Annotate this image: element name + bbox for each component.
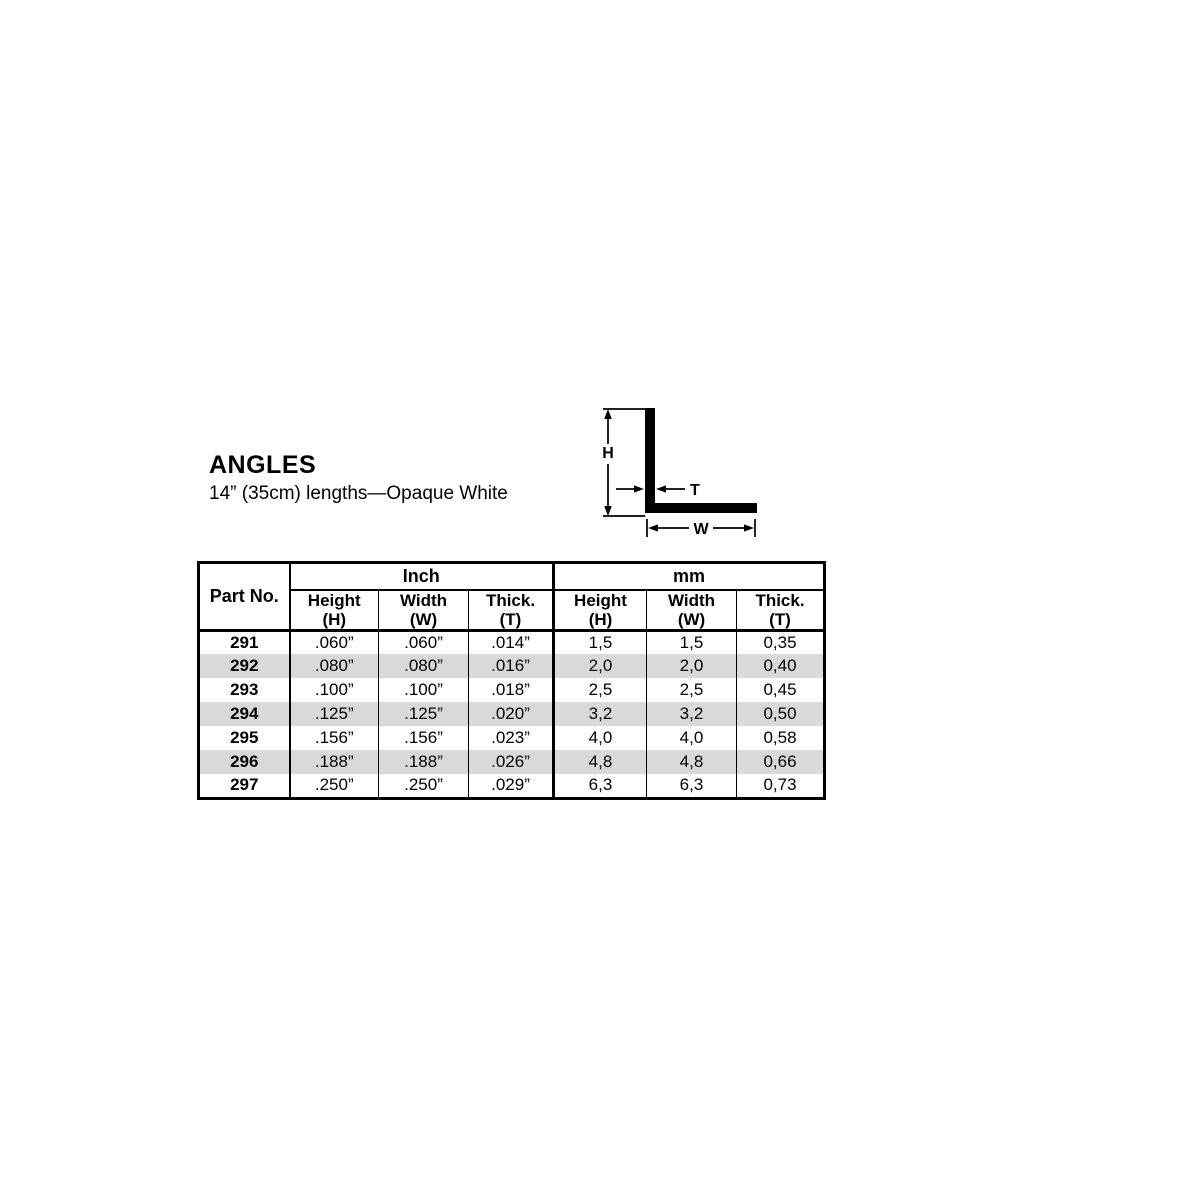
column-header-line: (T) [499, 609, 522, 629]
column-header-inch-width [379, 590, 469, 631]
table-row [199, 774, 825, 798]
column-header-inch-thick [469, 590, 554, 631]
inch-thick-cell: .016” [469, 654, 554, 678]
mm-thick-cell: 0,66 [737, 750, 825, 774]
column-header-inch-height [290, 590, 379, 631]
part-no-cell: 297 [230, 775, 259, 795]
column-header-part-no: Part No. [199, 563, 290, 631]
mm-width-cell: 4,0 [647, 726, 737, 750]
inch-thick-cell: .018” [469, 678, 554, 702]
inch-height-cell: .060” [290, 630, 379, 654]
column-header-line: Thick. [485, 590, 536, 610]
width-arrow-left-icon [648, 524, 658, 531]
column-group-inch: Inch [290, 563, 554, 590]
inch-width-cell: .188” [379, 750, 469, 774]
column-header-line: Width [667, 590, 716, 610]
column-header-line: Thick. [755, 590, 805, 610]
column-group-mm: mm [554, 563, 825, 590]
part-no-cell: 296 [230, 752, 259, 771]
mm-height-cell: 2,5 [554, 678, 647, 702]
table-row [199, 654, 825, 678]
height-arrow-down-icon [604, 506, 612, 516]
height-label: H [602, 445, 614, 462]
mm-thick-cell: 0,73 [737, 774, 825, 798]
part-no-cell: 295 [230, 728, 259, 747]
inch-thick-cell: .020” [469, 702, 554, 726]
height-arrow-up-icon [604, 409, 612, 419]
column-header-line: (T) [769, 609, 791, 629]
column-header-line: Height [574, 590, 627, 610]
table-row [199, 678, 825, 702]
inch-thick-cell: .029” [469, 774, 554, 798]
column-header-mm-width [647, 590, 737, 631]
part-no-cell: 291 [230, 632, 259, 652]
mm-height-cell: 3,2 [554, 702, 647, 726]
inch-thick-cell: .023” [469, 726, 554, 750]
mm-height-cell: 6,3 [554, 774, 647, 798]
thickness-label: T [690, 482, 700, 499]
width-arrow-right-icon [744, 524, 754, 531]
column-header-line: Width [399, 590, 448, 610]
mm-thick-cell: 0,45 [737, 678, 825, 702]
inch-height-cell: .100” [290, 678, 379, 702]
page-subtitle: 14” (35cm) lengths—Opaque White [209, 482, 508, 504]
thickness-arrow-left-icon [656, 485, 666, 492]
column-header-line: Height [307, 590, 361, 610]
inch-width-cell: .100” [379, 678, 469, 702]
angle-vertical-leg [645, 408, 655, 513]
table-row [199, 702, 825, 726]
inch-width-cell: .125” [379, 702, 469, 726]
angle-horizontal-leg [645, 503, 757, 513]
mm-height-cell: 2,0 [554, 654, 647, 678]
part-no-cell: 292 [230, 656, 259, 675]
angle-profile-diagram [595, 400, 770, 545]
mm-width-cell: 4,8 [647, 750, 737, 774]
mm-thick-cell: 0,40 [737, 654, 825, 678]
column-header-line: (W) [677, 609, 706, 629]
inch-width-cell: .250” [379, 774, 469, 798]
mm-width-cell: 2,0 [647, 654, 737, 678]
table-row [199, 750, 825, 774]
mm-width-cell: 1,5 [647, 630, 737, 654]
part-no-cell: 294 [230, 704, 259, 723]
inch-width-cell: .156” [379, 726, 469, 750]
page-title: ANGLES [209, 451, 317, 479]
title-block [209, 452, 508, 505]
column-header-line: (H) [322, 609, 347, 629]
width-label: W [693, 521, 709, 538]
inch-height-cell: .188” [290, 750, 379, 774]
mm-width-cell: 6,3 [647, 774, 737, 798]
spec-table [197, 561, 826, 800]
mm-width-cell: 3,2 [647, 702, 737, 726]
mm-thick-cell: 0,58 [737, 726, 825, 750]
mm-height-cell: 4,0 [554, 726, 647, 750]
column-header-line: (W) [409, 609, 438, 629]
table-row [199, 630, 825, 654]
column-header-line: (H) [588, 609, 613, 629]
table-row [199, 726, 825, 750]
inch-height-cell: .156” [290, 726, 379, 750]
column-header-mm-thick [737, 590, 825, 631]
column-header-mm-height [554, 590, 647, 631]
mm-height-cell: 4,8 [554, 750, 647, 774]
inch-thick-cell: .026” [469, 750, 554, 774]
inch-height-cell: .125” [290, 702, 379, 726]
inch-width-cell: .080” [379, 654, 469, 678]
part-no-cell: 293 [230, 680, 259, 699]
thickness-arrow-right-icon [634, 485, 644, 492]
inch-height-cell: .080” [290, 654, 379, 678]
mm-height-cell: 1,5 [554, 630, 647, 654]
inch-height-cell: .250” [290, 774, 379, 798]
mm-width-cell: 2,5 [647, 678, 737, 702]
inch-thick-cell: .014” [469, 630, 554, 654]
mm-thick-cell: 0,50 [737, 702, 825, 726]
mm-thick-cell: 0,35 [737, 630, 825, 654]
inch-width-cell: .060” [379, 630, 469, 654]
